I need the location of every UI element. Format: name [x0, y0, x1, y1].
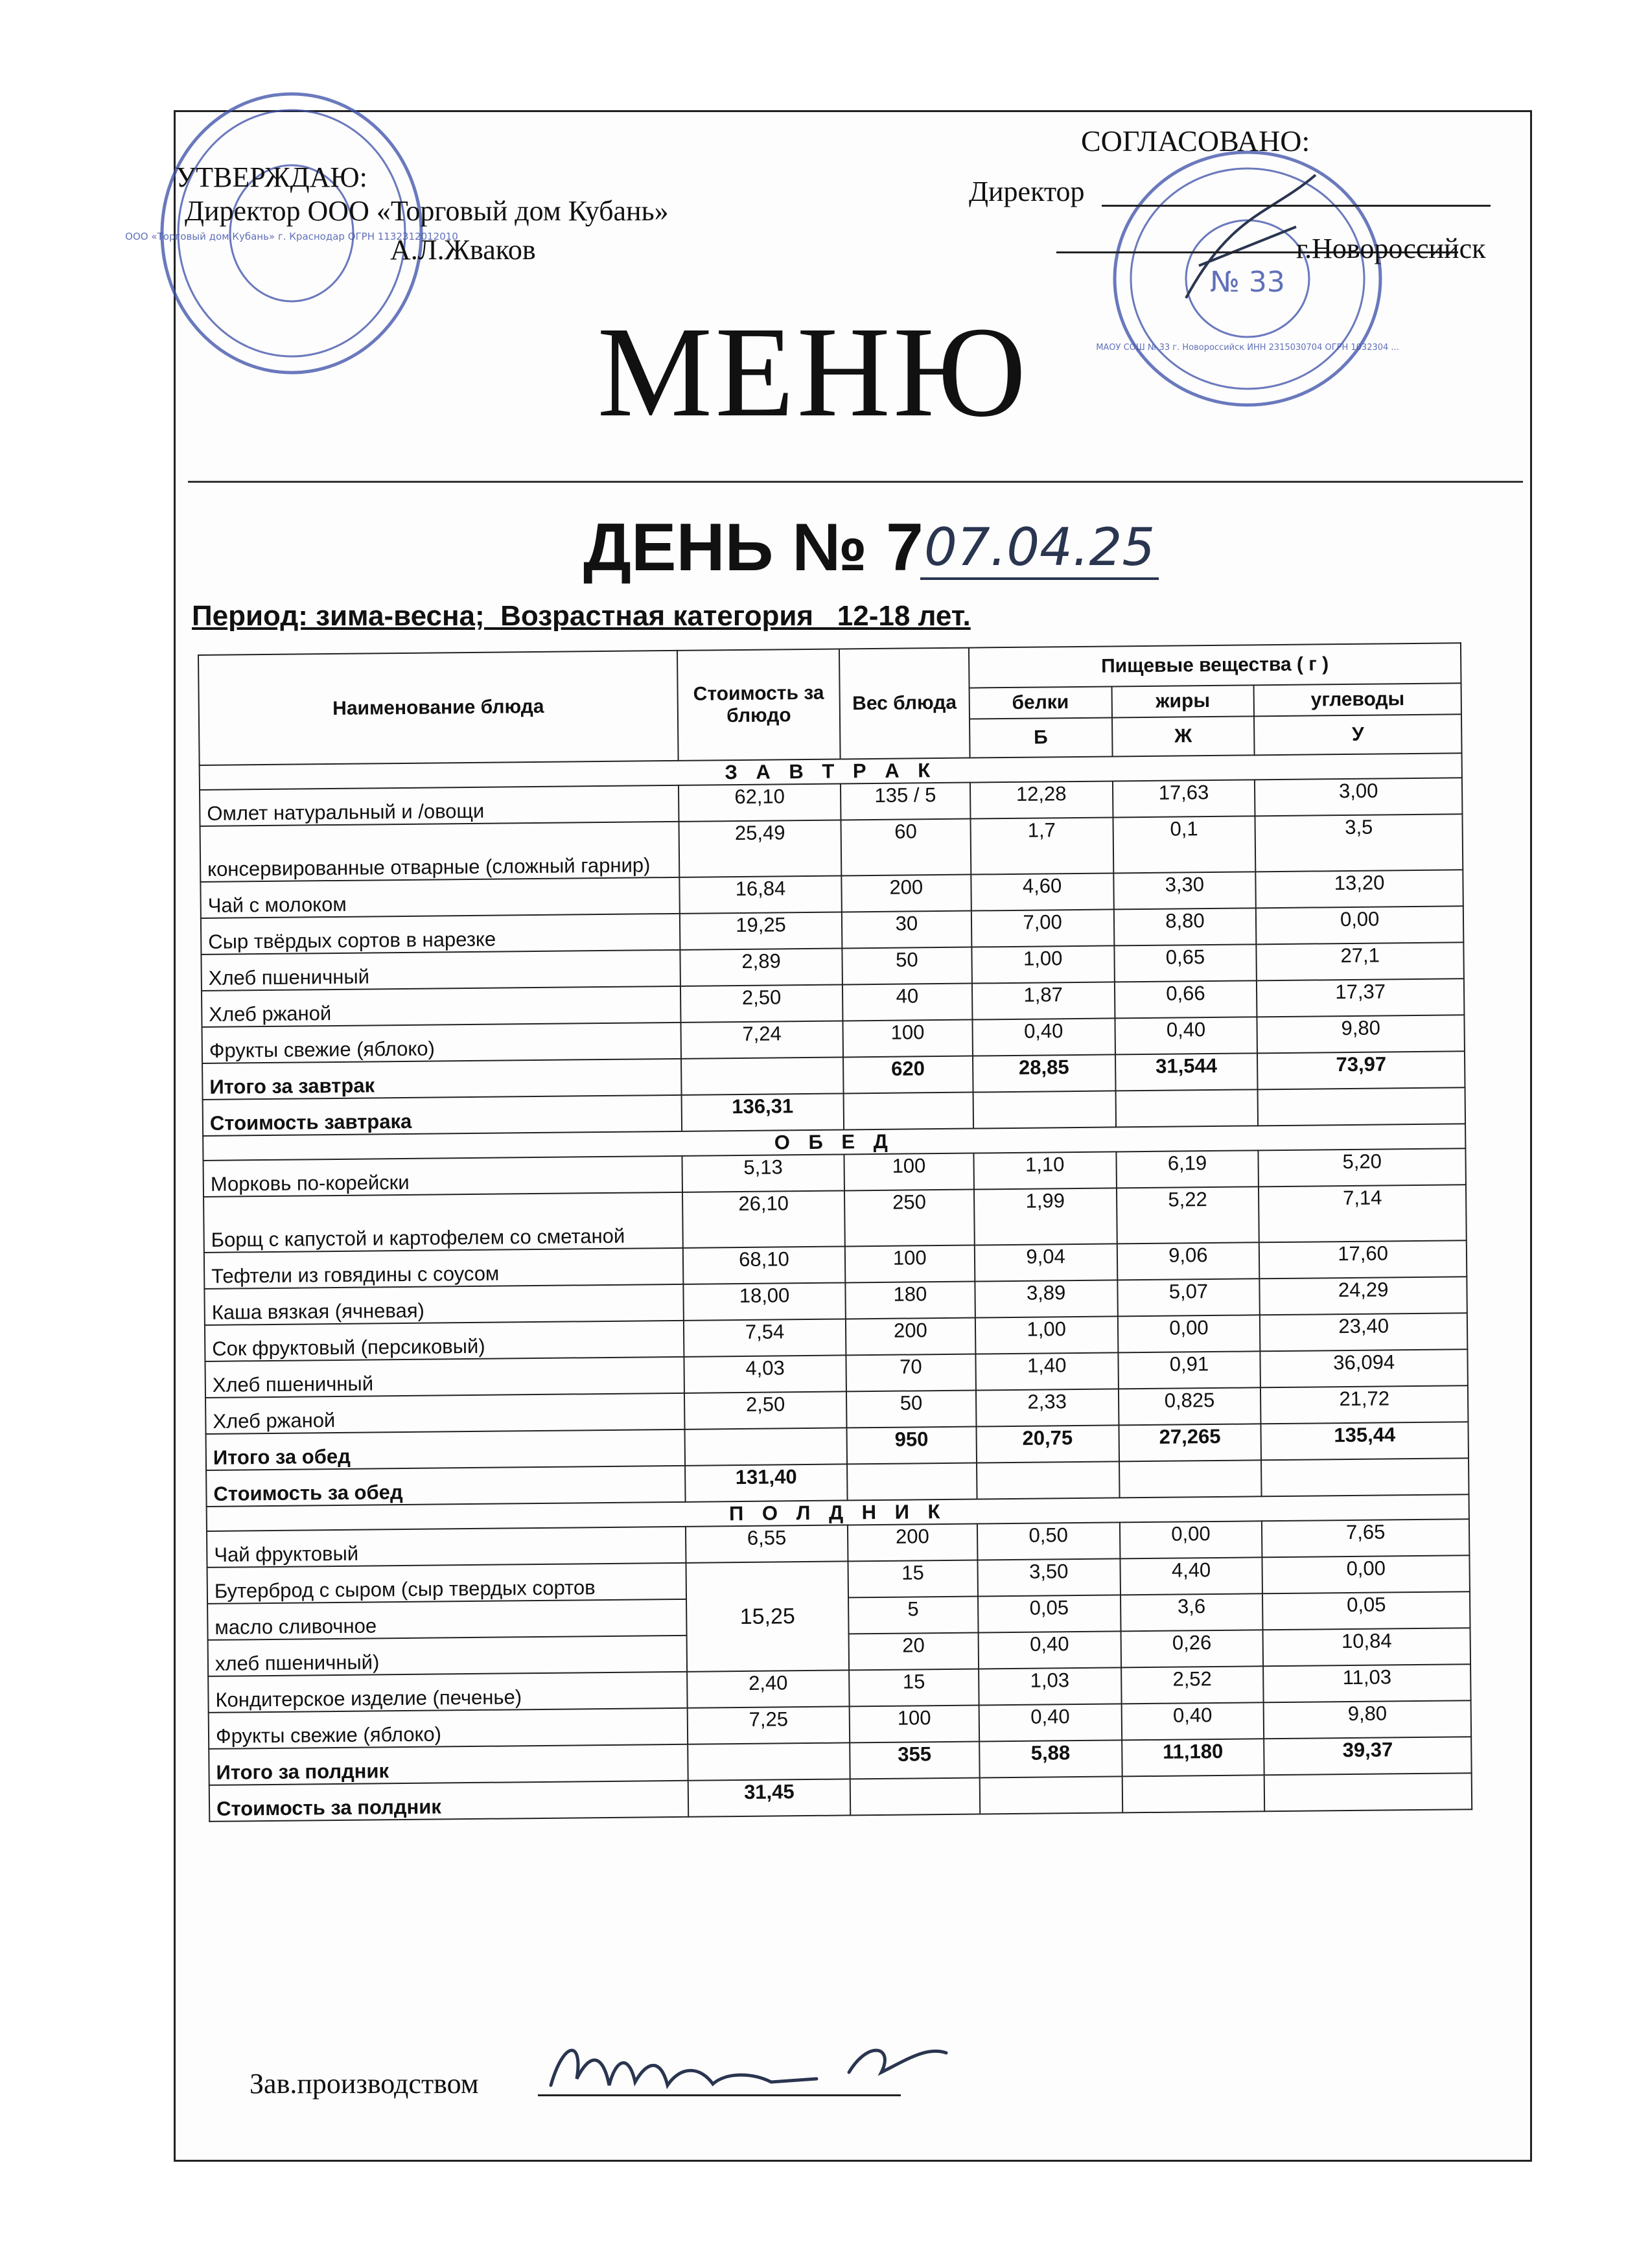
dish-cost: 6,55	[686, 1525, 848, 1562]
dish-weight: 200	[846, 1318, 975, 1356]
approve-title: УТВЕРЖДАЮ:	[176, 161, 367, 193]
empty-cell	[1261, 1458, 1469, 1496]
total-name: Итого за полдник	[209, 1744, 688, 1785]
dish-cost: 16,84	[679, 875, 841, 913]
dish-fats: 0,40	[1115, 1017, 1257, 1054]
empty-cell	[1258, 1087, 1465, 1126]
dish-weight: 30	[842, 911, 971, 949]
dish-name: Бутерброд с сыром (сыр твердых сортов	[207, 1563, 687, 1604]
header-cost: Стоимость за блюдо	[677, 649, 840, 760]
dish-name: Хлеб пшеничный	[201, 950, 680, 991]
dish-proteins: 1,10	[973, 1151, 1116, 1189]
handwritten-signature	[544, 2033, 959, 2105]
total-weight: 355	[850, 1742, 979, 1779]
dish-fats: 0,825	[1118, 1387, 1260, 1425]
dish-cost: 62,10	[679, 783, 841, 821]
dish-proteins: 1,99	[974, 1188, 1117, 1245]
dish-carbs: 27,1	[1257, 942, 1464, 980]
dish-proteins: 1,7	[970, 817, 1113, 874]
cost-total-name: Стоимость за обед	[206, 1466, 686, 1507]
dish-proteins: 1,00	[971, 945, 1114, 983]
dish-proteins: 1,00	[975, 1316, 1118, 1354]
dish-name: Чай с молоком	[200, 877, 680, 918]
empty-cell	[847, 1463, 977, 1501]
dish-name: Сок фруктовый (персиковый)	[205, 1321, 684, 1361]
dish-cost: 2,89	[680, 948, 842, 986]
cost-total-value: 131,40	[685, 1464, 847, 1501]
dish-weight: 180	[845, 1282, 975, 1319]
cost-total-value: 31,45	[688, 1779, 850, 1816]
dish-name: Каша вязкая (ячневая)	[204, 1284, 684, 1325]
menu-table	[198, 642, 1472, 1822]
empty-cell	[1264, 1773, 1472, 1811]
approve-name: А.Л.Жваков	[390, 234, 536, 266]
dish-fats: 5,07	[1117, 1279, 1260, 1316]
dish-carbs: 3,00	[1255, 778, 1462, 816]
header-fats-short: Ж	[1112, 716, 1255, 756]
cost-total-name: Стоимость завтрака	[203, 1095, 682, 1136]
dish-fats: 8,80	[1113, 908, 1256, 945]
section-lunch: О Б Е Д	[203, 1124, 1465, 1161]
signature-label: Зав.производством	[250, 2068, 479, 2100]
header-fats: жиры	[1111, 685, 1254, 717]
dish-carbs: 3,5	[1255, 814, 1463, 872]
dish-proteins: 1,40	[975, 1352, 1118, 1390]
dish-fats: 0,1	[1113, 816, 1256, 873]
dish-proteins: 1,03	[979, 1667, 1121, 1705]
dish-cost: 7,25	[688, 1706, 850, 1744]
total-fats: 31,544	[1115, 1053, 1258, 1091]
dish-fats: 3,30	[1113, 872, 1256, 909]
total-proteins: 5,88	[979, 1740, 1122, 1777]
dish-name: Чай фруктовый	[207, 1527, 686, 1568]
dish-weight: 5	[848, 1597, 978, 1634]
title-divider	[188, 481, 1523, 483]
dish-name: Тефтели из говядины с соусом	[204, 1248, 684, 1289]
dish-name: Хлеб ржаной	[202, 986, 681, 1027]
dish-name: Фрукты свежие (яблоко)	[209, 1708, 688, 1749]
dish-cost: 25,49	[679, 820, 842, 877]
empty-cell	[1122, 1775, 1264, 1812]
dish-weight: 40	[842, 984, 972, 1021]
dish-cost: 2,40	[687, 1670, 849, 1707]
dish-cost: 15,25	[686, 1561, 849, 1671]
dish-carbs: 10,84	[1263, 1628, 1470, 1666]
agreed-director: Директор	[969, 176, 1085, 207]
total-proteins: 28,85	[973, 1054, 1115, 1092]
day-date: 07.04.25	[920, 517, 1159, 580]
total-carbs: 39,37	[1264, 1737, 1471, 1775]
dish-fats: 6,19	[1116, 1150, 1259, 1188]
dish-proteins: 12,28	[970, 781, 1113, 818]
dish-proteins: 4,60	[971, 873, 1113, 910]
dish-proteins: 0,40	[978, 1631, 1121, 1669]
dish-cost: 2,50	[684, 1391, 846, 1429]
header-carbs: углеводы	[1254, 683, 1461, 716]
dish-name: Кондитерское изделие (печенье)	[208, 1672, 688, 1713]
dish-carbs: 0,00	[1256, 906, 1463, 944]
cost-total-value: 136,31	[682, 1093, 844, 1131]
header-nutrients: Пищевые вещества ( г )	[969, 643, 1461, 688]
dish-carbs: 11,03	[1263, 1664, 1470, 1702]
dish-cost: 7,24	[681, 1021, 843, 1058]
empty-cell	[977, 1461, 1119, 1499]
dish-proteins: 0,05	[978, 1595, 1121, 1632]
dish-weight: 20	[848, 1633, 978, 1671]
total-fats: 27,265	[1119, 1424, 1261, 1461]
dish-cost: 26,10	[682, 1190, 845, 1247]
total-name: Итого за обед	[206, 1429, 686, 1470]
dish-proteins: 1,87	[972, 982, 1115, 1019]
page-title: МЕНЮ	[597, 301, 1029, 444]
dish-carbs: 24,29	[1260, 1277, 1467, 1315]
dish-proteins: 9,04	[975, 1244, 1117, 1281]
dish-cost: 7,54	[684, 1319, 846, 1356]
dish-name: Хлеб ржаной	[205, 1393, 685, 1434]
dish-carbs: 9,80	[1264, 1700, 1471, 1739]
header-proteins: белки	[969, 686, 1111, 719]
period-line: Период: зима-весна; Возрастная категория 12-18 лет.	[192, 600, 971, 632]
dish-weight: 100	[842, 1020, 972, 1058]
agreed-city: г.Новороссийск	[1296, 233, 1486, 264]
dish-name: масло сливочное	[207, 1599, 687, 1640]
dish-fats: 0,00	[1117, 1315, 1260, 1352]
total-fats: 11,180	[1122, 1739, 1264, 1776]
empty-cell	[1115, 1089, 1258, 1127]
dish-cost: 2,50	[680, 984, 842, 1022]
right-stamp-text: МАОУ СОШ № 33 г. Новороссийск ИНН 2315030704 ОГРН 1032304 ...	[1096, 343, 1399, 353]
header-weight: Вес блюда	[839, 648, 970, 759]
dish-carbs: 7,14	[1259, 1185, 1467, 1242]
dish-proteins: 0,50	[977, 1522, 1120, 1560]
dish-proteins: 0,40	[979, 1704, 1121, 1741]
dish-fats: 5,22	[1116, 1186, 1259, 1244]
dish-proteins: 3,50	[977, 1558, 1120, 1596]
agreed-title: СОГЛАСОВАНО:	[1081, 124, 1310, 157]
dish-fats: 17,63	[1112, 780, 1255, 817]
dish-cost: 18,00	[683, 1282, 845, 1320]
empty-cell	[850, 1777, 980, 1815]
dish-fats: 9,06	[1117, 1242, 1259, 1280]
dish-weight: 200	[841, 875, 971, 912]
dish-carbs: 17,60	[1259, 1240, 1467, 1279]
total-weight: 950	[846, 1427, 976, 1464]
dish-name: Омлет натуральный и /овощи	[200, 785, 679, 826]
dish-name: хлеб пшеничный)	[208, 1636, 688, 1676]
dish-name: Фрукты свежие (яблоко)	[202, 1023, 682, 1063]
header-proteins-short: Б	[970, 717, 1112, 758]
dish-fats: 0,65	[1114, 944, 1257, 982]
section-snack: П О Л Д Н И К	[207, 1494, 1469, 1531]
agreed-signature-line	[1102, 205, 1491, 207]
dish-proteins: 3,89	[975, 1280, 1117, 1317]
day-title: ДЕНЬ № 7	[583, 510, 923, 585]
dish-cost: 19,25	[680, 912, 842, 949]
dish-fats: 4,40	[1120, 1557, 1262, 1595]
dish-weight: 60	[841, 819, 971, 876]
dish-cost: 5,13	[682, 1154, 844, 1192]
dish-proteins: 7,00	[971, 909, 1114, 947]
dish-carbs: 23,40	[1260, 1313, 1467, 1351]
total-cost	[688, 1742, 850, 1780]
cost-total-name: Стоимость за полдник	[209, 1781, 689, 1822]
dish-name: Сыр твёрдых сортов в нарезке	[201, 914, 680, 955]
dish-weight: 100	[845, 1245, 975, 1283]
dish-carbs: 17,37	[1257, 978, 1464, 1017]
total-carbs: 73,97	[1257, 1051, 1465, 1089]
dish-carbs: 0,00	[1262, 1555, 1470, 1593]
dish-weight: 50	[842, 947, 971, 985]
dish-fats: 0,26	[1121, 1630, 1263, 1667]
dish-name: Морковь по-корейски	[203, 1156, 682, 1197]
dish-carbs: 5,20	[1259, 1148, 1466, 1186]
dish-name: консервированные отварные (сложный гарнир)	[200, 822, 680, 882]
dish-carbs: 21,72	[1260, 1385, 1468, 1424]
header-carbs-short: У	[1254, 714, 1461, 755]
dish-carbs: 0,05	[1262, 1591, 1470, 1630]
dish-weight: 100	[850, 1706, 979, 1743]
dish-fats: 0,91	[1118, 1351, 1260, 1389]
dish-carbs: 36,094	[1260, 1349, 1468, 1387]
dish-fats: 3,6	[1121, 1593, 1263, 1631]
total-name: Итого за завтрак	[202, 1059, 682, 1100]
dish-fats: 0,00	[1119, 1521, 1262, 1558]
dish-carbs: 13,20	[1256, 870, 1463, 908]
empty-cell	[843, 1093, 973, 1130]
total-weight: 620	[843, 1056, 973, 1094]
total-cost	[681, 1057, 843, 1094]
dish-cost: 68,10	[683, 1246, 845, 1284]
dish-carbs: 7,65	[1262, 1519, 1469, 1557]
empty-cell	[1119, 1460, 1262, 1498]
dish-weight: 15	[849, 1669, 979, 1707]
left-stamp-text: ООО «Торговый дом Кубань» г. Краснодар ОГРН 1132312012010	[125, 231, 458, 242]
dish-weight: 70	[846, 1354, 975, 1392]
total-carbs: 135,44	[1261, 1422, 1469, 1460]
dish-weight: 135 / 5	[841, 783, 970, 820]
total-proteins: 20,75	[976, 1425, 1119, 1463]
section-breakfast: З А В Т Р А К	[200, 753, 1462, 790]
dish-fats: 0,66	[1114, 980, 1257, 1018]
dish-proteins: 0,40	[972, 1018, 1115, 1056]
dish-fats: 2,52	[1121, 1666, 1264, 1704]
dish-carbs: 9,80	[1257, 1015, 1465, 1053]
empty-cell	[979, 1776, 1122, 1814]
header-name: Наименование блюда	[198, 651, 679, 765]
right-stamp-number: № 33	[1210, 266, 1285, 299]
dish-name: Хлеб пшеничный	[205, 1357, 684, 1398]
total-cost	[685, 1428, 847, 1465]
approve-director: Директор ООО «Торговый дом Кубань»	[185, 195, 669, 227]
dish-weight: 200	[848, 1524, 977, 1562]
dish-weight: 100	[844, 1153, 973, 1191]
dish-proteins: 2,33	[976, 1389, 1119, 1426]
dish-weight: 50	[846, 1391, 976, 1428]
dish-name: Борщ с капустой и картофелем со сметаной	[203, 1192, 683, 1253]
dish-fats: 0,40	[1121, 1702, 1264, 1740]
dish-weight: 15	[848, 1560, 977, 1598]
dish-weight: 250	[844, 1190, 975, 1247]
empty-cell	[973, 1091, 1115, 1128]
dish-cost: 4,03	[684, 1355, 846, 1393]
